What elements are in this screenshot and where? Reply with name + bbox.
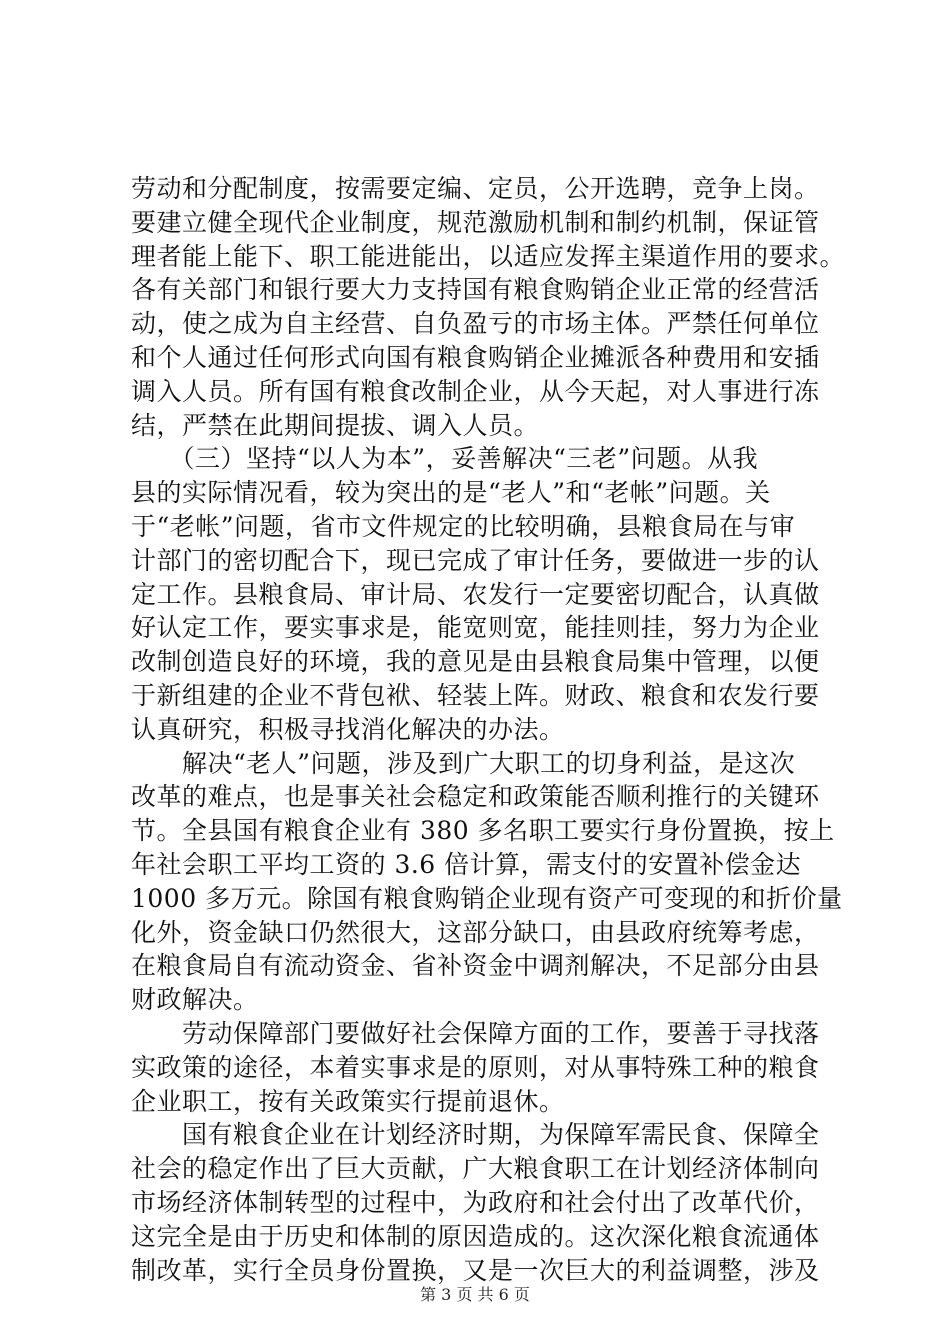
text-line: 化外，资金缺口仍然很大，这部分缺口，由县政府统筹考虑， [131,917,820,947]
text-line: 各有关部门和银行要大力支持国有粮食购销企业正常的经营活 [131,275,820,305]
text-line: 计部门的密切配合下，现已完成了审计任务，要做进一步的认 [131,545,820,575]
text-line: 认真研究，积极寻找消化解决的办法。 [131,714,565,744]
text-line: 市场经济体制转型的过程中，为政府和社会付出了改革代价， [131,1187,820,1217]
text-line: 县的实际情况看，较为突出的是“老人”和“老帐”问题。关 [131,478,771,508]
text-line: 结，严禁在此期间提拔、调入人员。 [131,410,540,440]
text-line: 动，使之成为自主经营、自负盈亏的市场主体。严禁任何单位 [131,309,820,339]
text-line: 理者能上能下、职工能进能出，以适应发挥主渠道作用的要求。 [131,241,846,271]
text-line: 节。全县国有粮食企业有 380 多名职工要实行身份置换，按上 [131,816,835,846]
text-line: 1000 多万元。除国有粮食购销企业现有资产可变现的和折价量 [131,883,843,913]
page-number-footer: 第 3 页 共 6 页 [420,1285,530,1304]
text-line: 劳动保障部门要做好社会保障方面的工作，要善于寻找落 [131,1018,820,1048]
text-line: 制改革，实行全员身份置换，又是一次巨大的利益调整，涉及 [131,1255,820,1285]
text-line: 社会的稳定作出了巨大贡献，广大粮食职工在计划经济体制向 [131,1154,820,1184]
text-line: 解决“老人”问题，涉及到广大职工的切身利益，是这次 [131,748,796,778]
text-line: 和个人通过任何形式向国有粮食购销企业摊派各种费用和安插 [131,342,820,372]
text-line: 改革的难点，也是事关社会稳定和政策能否顺利推行的关键环 [131,782,820,812]
text-line: 要建立健全现代企业制度，规范激励机制和制约机制，保证管 [131,207,820,237]
text-line: 国有粮食企业在计划经济时期，为保障军需民食、保障全 [131,1120,820,1150]
text-line: 这完全是由于历史和体制的原因造成的。这次深化粮食流通体 [131,1221,820,1251]
text-line: 劳动和分配制度，按需要定编、定员，公开选聘，竞争上岗。 [131,174,820,203]
text-line: （三）坚持“以人为本”，妥善解决“三老”问题。从我 [131,444,759,474]
document-body [131,172,846,1287]
text-line: 实政策的途径，本着实事求是的原则，对从事特殊工种的粮食 [131,1052,820,1082]
text-line: 于新组建的企业不背包袱、轻装上阵。财政、粮食和农发行要 [131,680,820,710]
text-line: 定工作。县粮食局、审计局、农发行一定要密切配合，认真做 [131,579,820,609]
text-line: 财政解决。 [131,985,259,1015]
text-line: 在粮食局自有流动资金、省补资金中调剂解决，不足部分由县 [131,951,820,981]
text-line: 调入人员。所有国有粮食改制企业，从今天起，对人事进行冻 [131,376,820,406]
text-line: 年社会职工平均工资的 3.6 倍计算，需支付的安置补偿金达 [131,849,802,879]
text-line: 于“老帐”问题，省市文件规定的比较明确，县粮食局在与审 [131,511,796,541]
text-line: 企业职工，按有关政策实行提前退休。 [131,1086,565,1116]
text-line: 好认定工作，要实事求是，能宽则宽，能挂则挂，努力为企业 [131,613,820,643]
text-line: 改制创造良好的环境，我的意见是由县粮食局集中管理，以便 [131,647,820,677]
